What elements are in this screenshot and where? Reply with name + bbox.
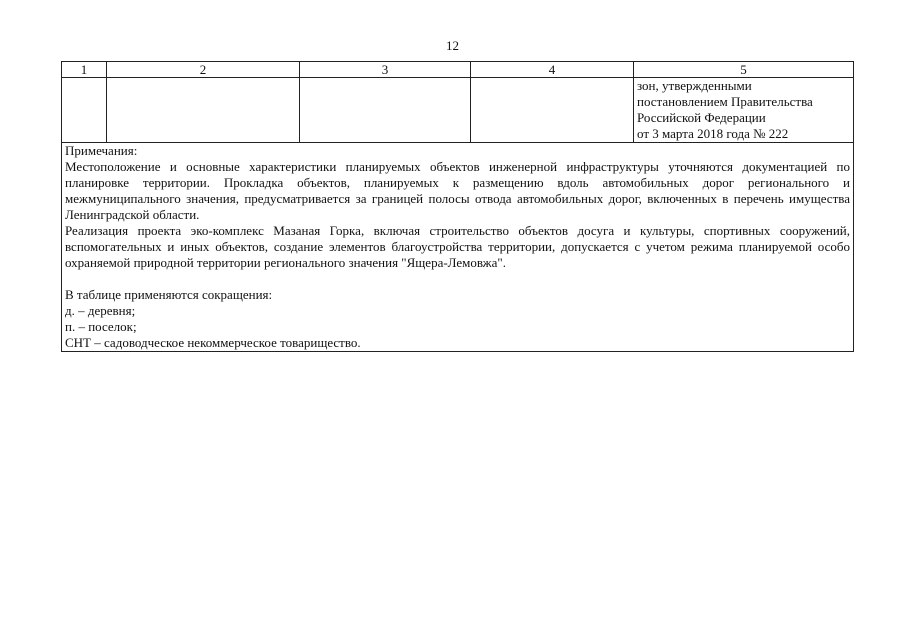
- blank-line: [65, 271, 850, 287]
- column-header-4: 4: [471, 62, 634, 78]
- column-header-3: 3: [300, 62, 471, 78]
- abbreviation-item: п. – поселок;: [65, 319, 137, 334]
- table-cell-col1: [62, 78, 107, 143]
- column-header-5: 5: [634, 62, 854, 78]
- notes-heading: Примечания:: [65, 143, 138, 158]
- column-header-2: 2: [107, 62, 300, 78]
- table-cell-col4: [471, 78, 634, 143]
- col5-text-line: Российской Федерации: [637, 110, 766, 125]
- document-table: [61, 61, 854, 352]
- notes-paragraph-1: Местоположение и основные характеристики планируемых объектов инженерной инфраструктуры уточняются документацией по планировке территории. Прокладка объектов, планируемых к размещению вдоль автомобильных дорог регионального и межмуниципального значения, предусматривается за границей полосы отвода автомобильных дорог, включенных в перечень имущества Ленинградской области.: [65, 159, 850, 222]
- table-row: [62, 78, 854, 143]
- abbreviation-item: СНТ – садоводческое некоммерческое товарищество.: [65, 335, 361, 350]
- table-cell-col3: [300, 78, 471, 143]
- col5-text-line: постановлением Правительства: [637, 94, 813, 109]
- abbreviations-intro: В таблице применяются сокращения:: [65, 287, 273, 302]
- table-cell-col5: [634, 78, 854, 143]
- col5-text-line: от 3 марта 2018 года № 222: [637, 126, 789, 141]
- table-header-row: [62, 62, 854, 78]
- notes-paragraph-2: Реализация проекта эко-комплекс Мазаная Горка, включая строительство объектов досуга и культуры, спортивных сооружений, вспомогательных и иных объектов, создание элементов благоустройства территории, допускается с учетом режима планируемой особо охраняемой природной территории регионального значения "Ящера-Лемовжа".: [65, 223, 850, 270]
- col5-text-line: зон, утвержденными: [637, 78, 752, 93]
- notes-row: [62, 143, 854, 352]
- table-cell-col2: [107, 78, 300, 143]
- column-header-1: 1: [62, 62, 107, 78]
- notes-cell: [62, 143, 854, 352]
- page-number: 12: [446, 38, 459, 53]
- abbreviation-item: д. – деревня;: [65, 303, 136, 318]
